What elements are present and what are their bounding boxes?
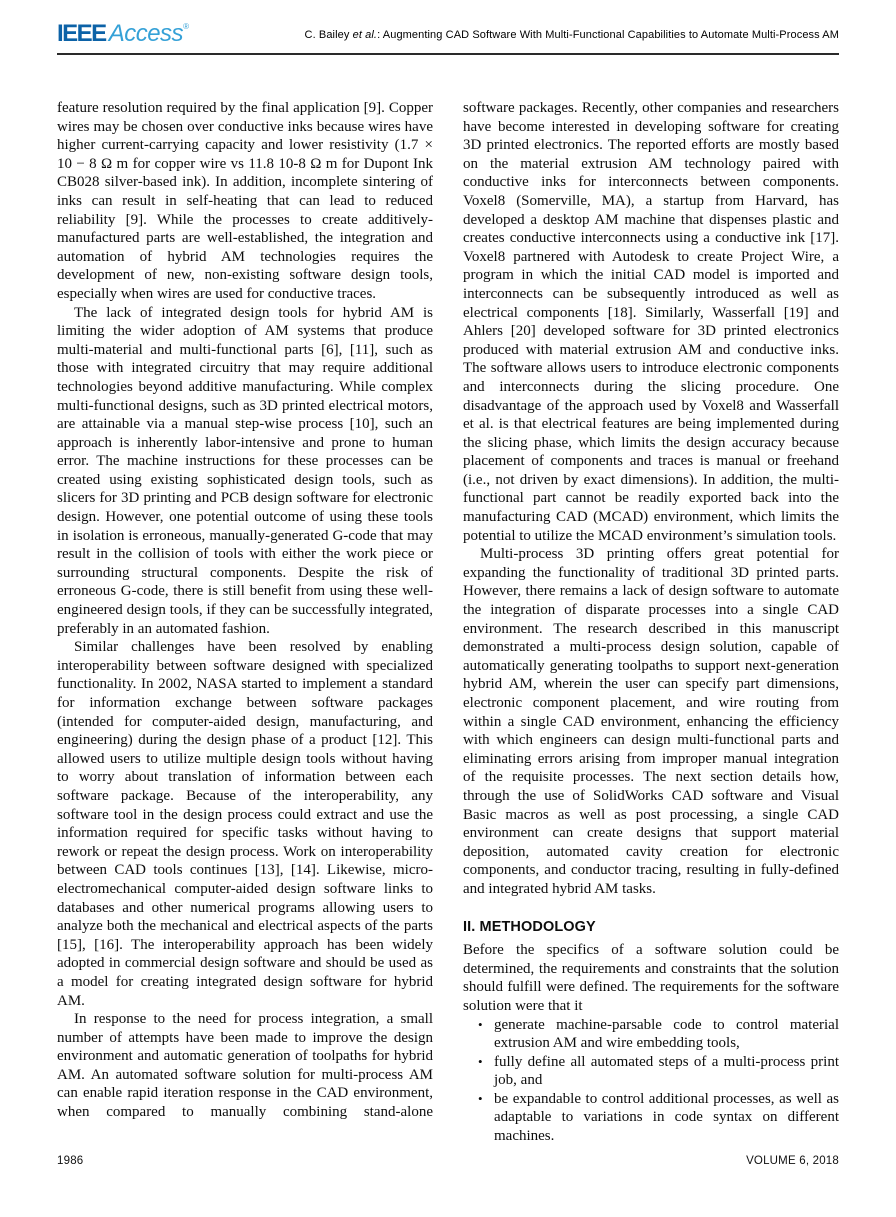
bullet-icon: • [478,1016,483,1032]
paper-body [57,99,839,1146]
running-head [305,29,839,46]
bullet-icon: • [478,1053,483,1069]
paragraph: Before the specifics of a software solution could be determined, the requirements and constraints that the solution should fulfill were defined. The requirements for the software solution were that it [463,942,839,1014]
running-head-author: C. Bailey [304,29,353,41]
right-column [463,99,839,1146]
left-column [57,99,433,1146]
paragraph: software packages. Recently, other companies and researchers have become interested in developing software for creating 3D printed electronics. The reported efforts are mostly based on the material extrusion AM technology paired with conductive inks for interconnects between components. Voxel8 (Somerville, MA), a startup from Harvard, has developed a desktop AM machine that dispenses plastic and creates conductive interconnects using a conductive ink [17]. Voxel8 partnered with Autodesk to create Project Wire, a program in which the initial CAD model is imported and interconnects can be subsequently introduced as well as electrical components [18]. Similarly, Wasserfall [19] and Ahlers [20] developed software for 3D printed electronics produced with material extrusion AM and conductive inks. The software allows users to introduce electronic components and interconnects during the slicing procedure. One disadvantage of the approach used by Voxel8 and Wasserfall et al. is that electrical features are being implemented during the slicing phase, which limits the design accuracy because placement of components and traces is manual or freehand (i.e., not driven by exact dimensions). In addition, the multi-functional part cannot be readily exported back into the manufacturing CAD (MCAD) environment, which limits the potential to utilize the MCAD environment’s simulation tools. [463,100,839,544]
list-item-text: generate machine-parsable code to control material extrusion AM and wire embedding tools, [494,1016,839,1052]
ieee-logo-text: IEEE [57,20,106,47]
paragraph: The lack of integrated design tools for hybrid AM is limiting the wider adoption of AM systems that produce multi-material and multi-functional parts [6], [11], such as those with integrated circuitry that may require additional technologies beyond additive manufacturing. While complex multi-functional designs, such as 3D printed electrical motors, are attainable via a manual step-wise process [10], such an approach is inherently labor-intensive and prone to human error. The machine instructions for these processes can be created using existing sophisticated design tools, such as slicers for 3D printing and PCB design software for electronic design. However, one potential outcome of using these tools in isolation is erroneous, manually-generated G-code that may result in the collision of tools with either the work piece or surrounding structural components. Despite the risk of erroneous G-code, there is still benefit from using these well-engineered design tools, if they can be successfully integrated, preferably in an automated fashion. [57,304,433,637]
volume-info: VOLUME 6, 2018 [746,1155,839,1167]
page-header [57,22,839,55]
list-item [463,1016,839,1053]
paragraph: feature resolution required by the final application [9]. Copper wires may be chosen over conductive inks because wires have higher current-carrying capacity and lower resistivity (1.7 × 10 − 8 Ω m for copper wire vs 11.8 10-8 Ω m for Dupont Ink CB028 silver-based ink). In addition, incomplete sintering of inks can result in self-heating that can lead to reduced reliability [9]. While the processes to create additively-manufactured parts are well-established, the integration and automation of hybrid AM technologies requires the development of new, non-existing software design tools, especially when wires are used for conductive traces. [57,100,433,302]
bullet-list [463,1016,839,1146]
paragraph: Multi-process 3D printing offers great potential for expanding the functionality of traditional 3D printed parts. However, there remains a lack of design software to automate the integration of disparate processes into a single CAD environment. The research described in this manuscript demonstrated a multi-process design solution, capable of automatically generating toolpaths to support next-generation hybrid AM, wherein the user can specify part dimensions, electronic component placement, and wire routing from within a single CAD environment, enhancing the efficiency with which engineers can design multi-functional parts and eliminating errors arising from improper manual integration of the requisite processes. The next section details how, through the use of SolidWorks CAD software and Visual Basic macros as well as post processing, a single CAD environment can create designs that support material deposition, automated cavity creation for electronic components, and conductor tracing, resulting in fully-defined and integrated hybrid AM tasks. [463,546,839,897]
section-heading-methodology: II. METHODOLOGY [463,918,596,935]
paragraph: In response to the need for process integration, a small number of attempts have been made to improve the design environment and automatic generation of toolpaths for hybrid AM. An automated software solution for multi-process AM can enable rapid iteration response in the CAD environment, when compared to manually combining stand-alone [57,1011,433,1121]
access-logo-text: Access [108,20,184,47]
page-number: 1986 [57,1155,84,1167]
page-footer [57,1155,839,1167]
header-rule [57,53,839,55]
running-head-etal: et al. [352,29,378,41]
running-head-title: : Augmenting CAD Software With Multi-Functional Capabilities to Automate Multi-Process AM [377,29,839,41]
list-item-text: be expandable to control additional processes, as well as adaptable to variations in code syntax on different machines. [494,1090,839,1145]
registered-trademark-icon: ® [183,22,189,31]
list-item [463,1053,839,1090]
list-item [463,1090,839,1146]
ieee-access-logo [57,22,189,46]
list-item-text: fully define all automated steps of a multi-process print job, and [494,1053,839,1089]
bullet-icon: • [478,1090,483,1106]
paragraph: Similar challenges have been resolved by enabling interoperability between software designed with specialized functionality. In 2002, NASA started to implement a standard for information exchange between software packages (intended for computer-aided design, manufacturing, and engineering) during the design phase of a product [12]. This allowed users to utilize multiple design tools without having to worry about translation of information between each software package. Because of the interoperability, any software tool in the design process could extract and use the information required for specific tasks without having to rework or repeat the design process. Work on interoperability between CAD tools continues [13], [14]. Likewise, micro-electromechanical computer-aided design software links to databases and other numerical programs allowing users to analyze both the mechanical and electrical aspects of the parts [15], [16]. The interoperability approach has been widely adopted in commercial design software and should be used as a model for creating integrated design software for hybrid AM. [57,639,433,1009]
